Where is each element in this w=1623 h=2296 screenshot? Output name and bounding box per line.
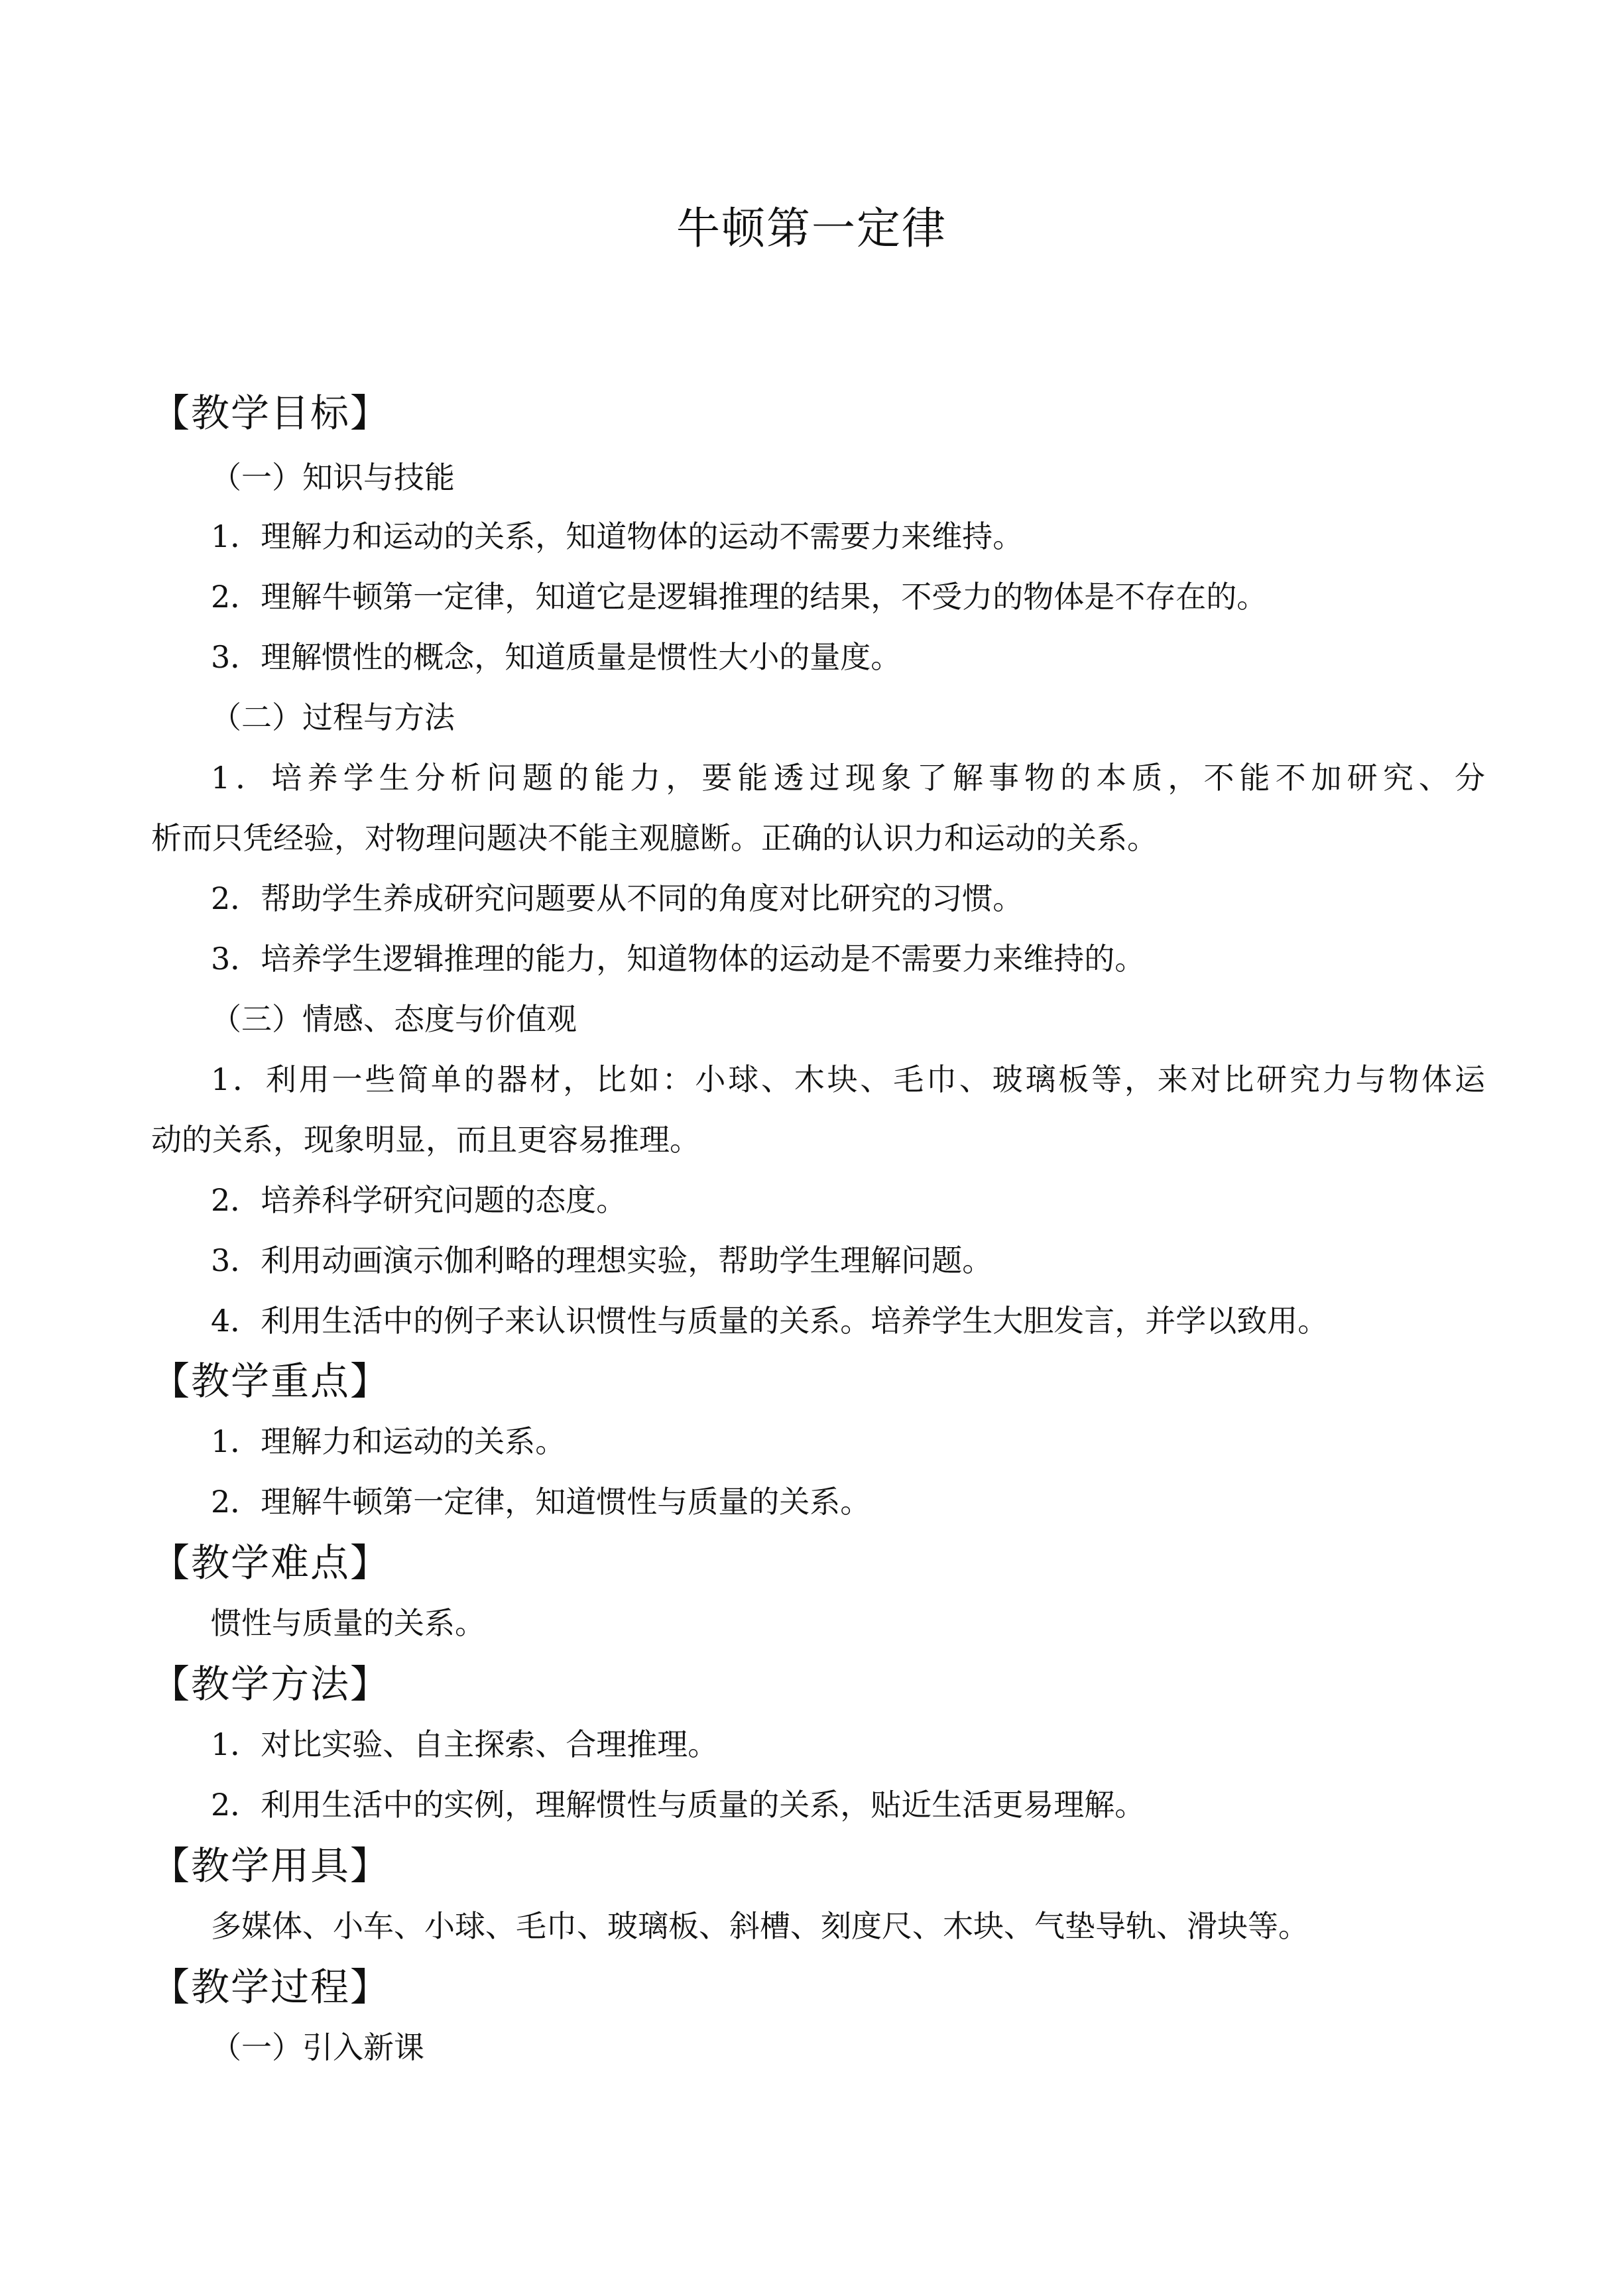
list-item: 1．利用一些简单的器材，比如：小球、木块、毛巾、玻璃板等，来对比研究力与物体运: [211, 1061, 1485, 1097]
list-item: 3．理解惯性的概念，知道质量是惯性大小的量度。: [211, 639, 902, 675]
list-item: 1．对比实验、自主探索、合理推理。: [211, 1726, 719, 1762]
section-heading-methods: 【教学方法】: [151, 1662, 391, 1707]
list-item: 2．理解牛顿第一定律，知道惯性与质量的关系。: [211, 1484, 871, 1520]
document-title: 牛顿第一定律: [676, 203, 947, 254]
section-heading-objectives: 【教学目标】: [151, 391, 391, 436]
subheading-intro: （一）引入新课: [211, 2029, 424, 2065]
section-heading-key-points: 【教学重点】: [151, 1359, 391, 1404]
subheading-process-methods: （二）过程与方法: [211, 699, 455, 735]
list-item: 2．帮助学生养成研究问题要从不同的角度对比研究的习惯。: [211, 880, 1024, 916]
list-item-continuation: 析而只凭经验，对物理问题决不能主观臆断。正确的认识力和运动的关系。: [151, 820, 1158, 856]
list-item: 4．利用生活中的例子来认识惯性与质量的关系。培养学生大胆发言，并学以致用。: [211, 1303, 1329, 1339]
list-item: 3．培养学生逻辑推理的能力，知道物体的运动是不需要力来维持的。: [211, 941, 1146, 977]
list-item-continuation: 动的关系，现象明显，而且更容易推理。: [151, 1122, 700, 1158]
section-heading-process: 【教学过程】: [151, 1964, 391, 2010]
list-item: 2．培养科学研究问题的态度。: [211, 1182, 627, 1218]
list-item: 2．利用生活中的实例，理解惯性与质量的关系，贴近生活更易理解。: [211, 1787, 1146, 1823]
paragraph: 惯性与质量的关系。: [211, 1605, 485, 1641]
list-item: 3．利用动画演示伽利略的理想实验，帮助学生理解问题。: [211, 1242, 993, 1278]
list-item: 2．理解牛顿第一定律，知道它是逻辑推理的结果，不受力的物体是不存在的。: [211, 579, 1268, 615]
list-item: 1．理解力和运动的关系，知道物体的运动不需要力来维持。: [211, 518, 1024, 554]
subheading-emotion-values: （三）情感、态度与价值观: [211, 1001, 577, 1037]
section-heading-difficulties: 【教学难点】: [151, 1540, 391, 1585]
paragraph: 多媒体、小车、小球、毛巾、玻璃板、斜槽、刻度尺、木块、气垫导轨、滑块等。: [211, 1908, 1309, 1944]
list-item: 1．理解力和运动的关系。: [211, 1423, 566, 1459]
list-item: 1．培养学生分析问题的能力，要能透过现象了解事物的本质，不能不加研究、分: [211, 760, 1485, 796]
subheading-knowledge-skills: （一）知识与技能: [211, 459, 455, 495]
section-heading-tools: 【教学用具】: [151, 1843, 391, 1888]
